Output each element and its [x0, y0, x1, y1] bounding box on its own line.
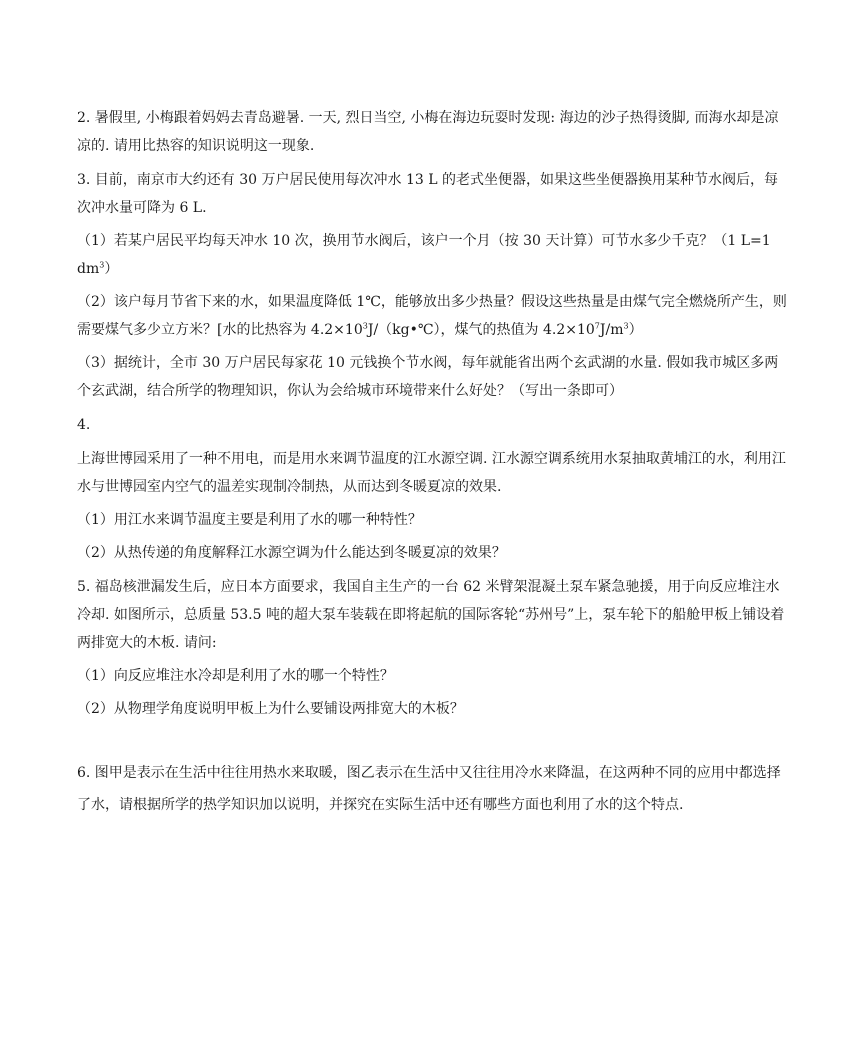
question-5-part-1: （1）向反应堆注水冷却是利用了水的哪一个特性？: [77, 668, 394, 684]
question-3-part-1: （1）若某户居民平均每天冲水 10 次，换用节水阀后，该户一个月（按 30 天计算）可节水多少千克？（1 L=1 $dm^3$）: [77, 233, 771, 277]
question-4-part-1: （1）用江水来调节温度主要是利用了水的哪一种特性？: [77, 512, 422, 528]
question-5-stem: 5. 福岛核泄漏发生后，应日本方面要求，我国自主生产的一台 62 米臂架混凝土泵车紧急驰援，用于向反应堆注水冷却. 如图所示，总质量 53.5 吨的超大泵车装载在即将起航的国际客轮“苏州号”上，泵车轮下的船舱甲板上铺设着两排宽大的木板. 请问:: [77, 579, 785, 651]
question-4-stem: 上海世博园采用了一种不用电，而是用水来调节温度的江水源空调. 江水源空调系统用水泵抽取黄埔江的水，利用江水与世博园室内空气的温差实现制冷制热，从而达到冬暖夏凉的效果.: [77, 451, 786, 495]
spacer: [77, 723, 787, 751]
document-content: [77, 104, 787, 821]
question-4-part-2: （2）从热传递的角度解释江水源空调为什么能达到冬暖夏凉的效果？: [77, 545, 506, 561]
question-3-part-3: （3）据统计，全市 30 万户居民每家花 10 元钱换个节水阀，每年就能省出两个玄武湖的水量. 假如我市城区多两个玄武湖，结合所学的物理知识，你认为会给城市环境带来什么好处？（写出一条即可）: [77, 355, 779, 399]
question-6: 6. 图甲是表示在生活中往往用热水来取暖，图乙表示在生活中又往往用冷水来降温，在这两种不同的应用中都选择了水，请根据所学的热学知识加以说明，并探究在实际生活中还有哪些方面也利用了水的这个特点.: [77, 765, 781, 813]
question-2: 2. 暑假里, 小梅跟着妈妈去青岛避暑. 一天, 烈日当空, 小梅在海边玩耍时发现: 海边的沙子热得烫脚, 而海水却是凉凉的. 请用比热容的知识说明这一现象.: [77, 110, 779, 154]
question-5-part-2: （2）从物理学角度说明甲板上为什么要铺设两排宽大的木板？: [77, 701, 464, 717]
question-3-part-2: （2）该户每月节省下来的水，如果温度降低 1℃，能够放出多少热量？假设这些热量是由煤气完全燃烧所产生，则需要煤气多少立方米？[水的比热容为 $4.2\times 10^3J/(kg•℃)$，煤气的热值为 $4.2\times 10^7J/m^3$）: [77, 294, 787, 338]
question-4-number: 4.: [77, 417, 91, 433]
question-3-stem: 3. 目前，南京市大约还有 30 万户居民使用每次冲水 13 L 的老式坐便器，如果这些坐便器换用某种节水阀后，每次冲水量可降为 6 L.: [77, 172, 778, 216]
